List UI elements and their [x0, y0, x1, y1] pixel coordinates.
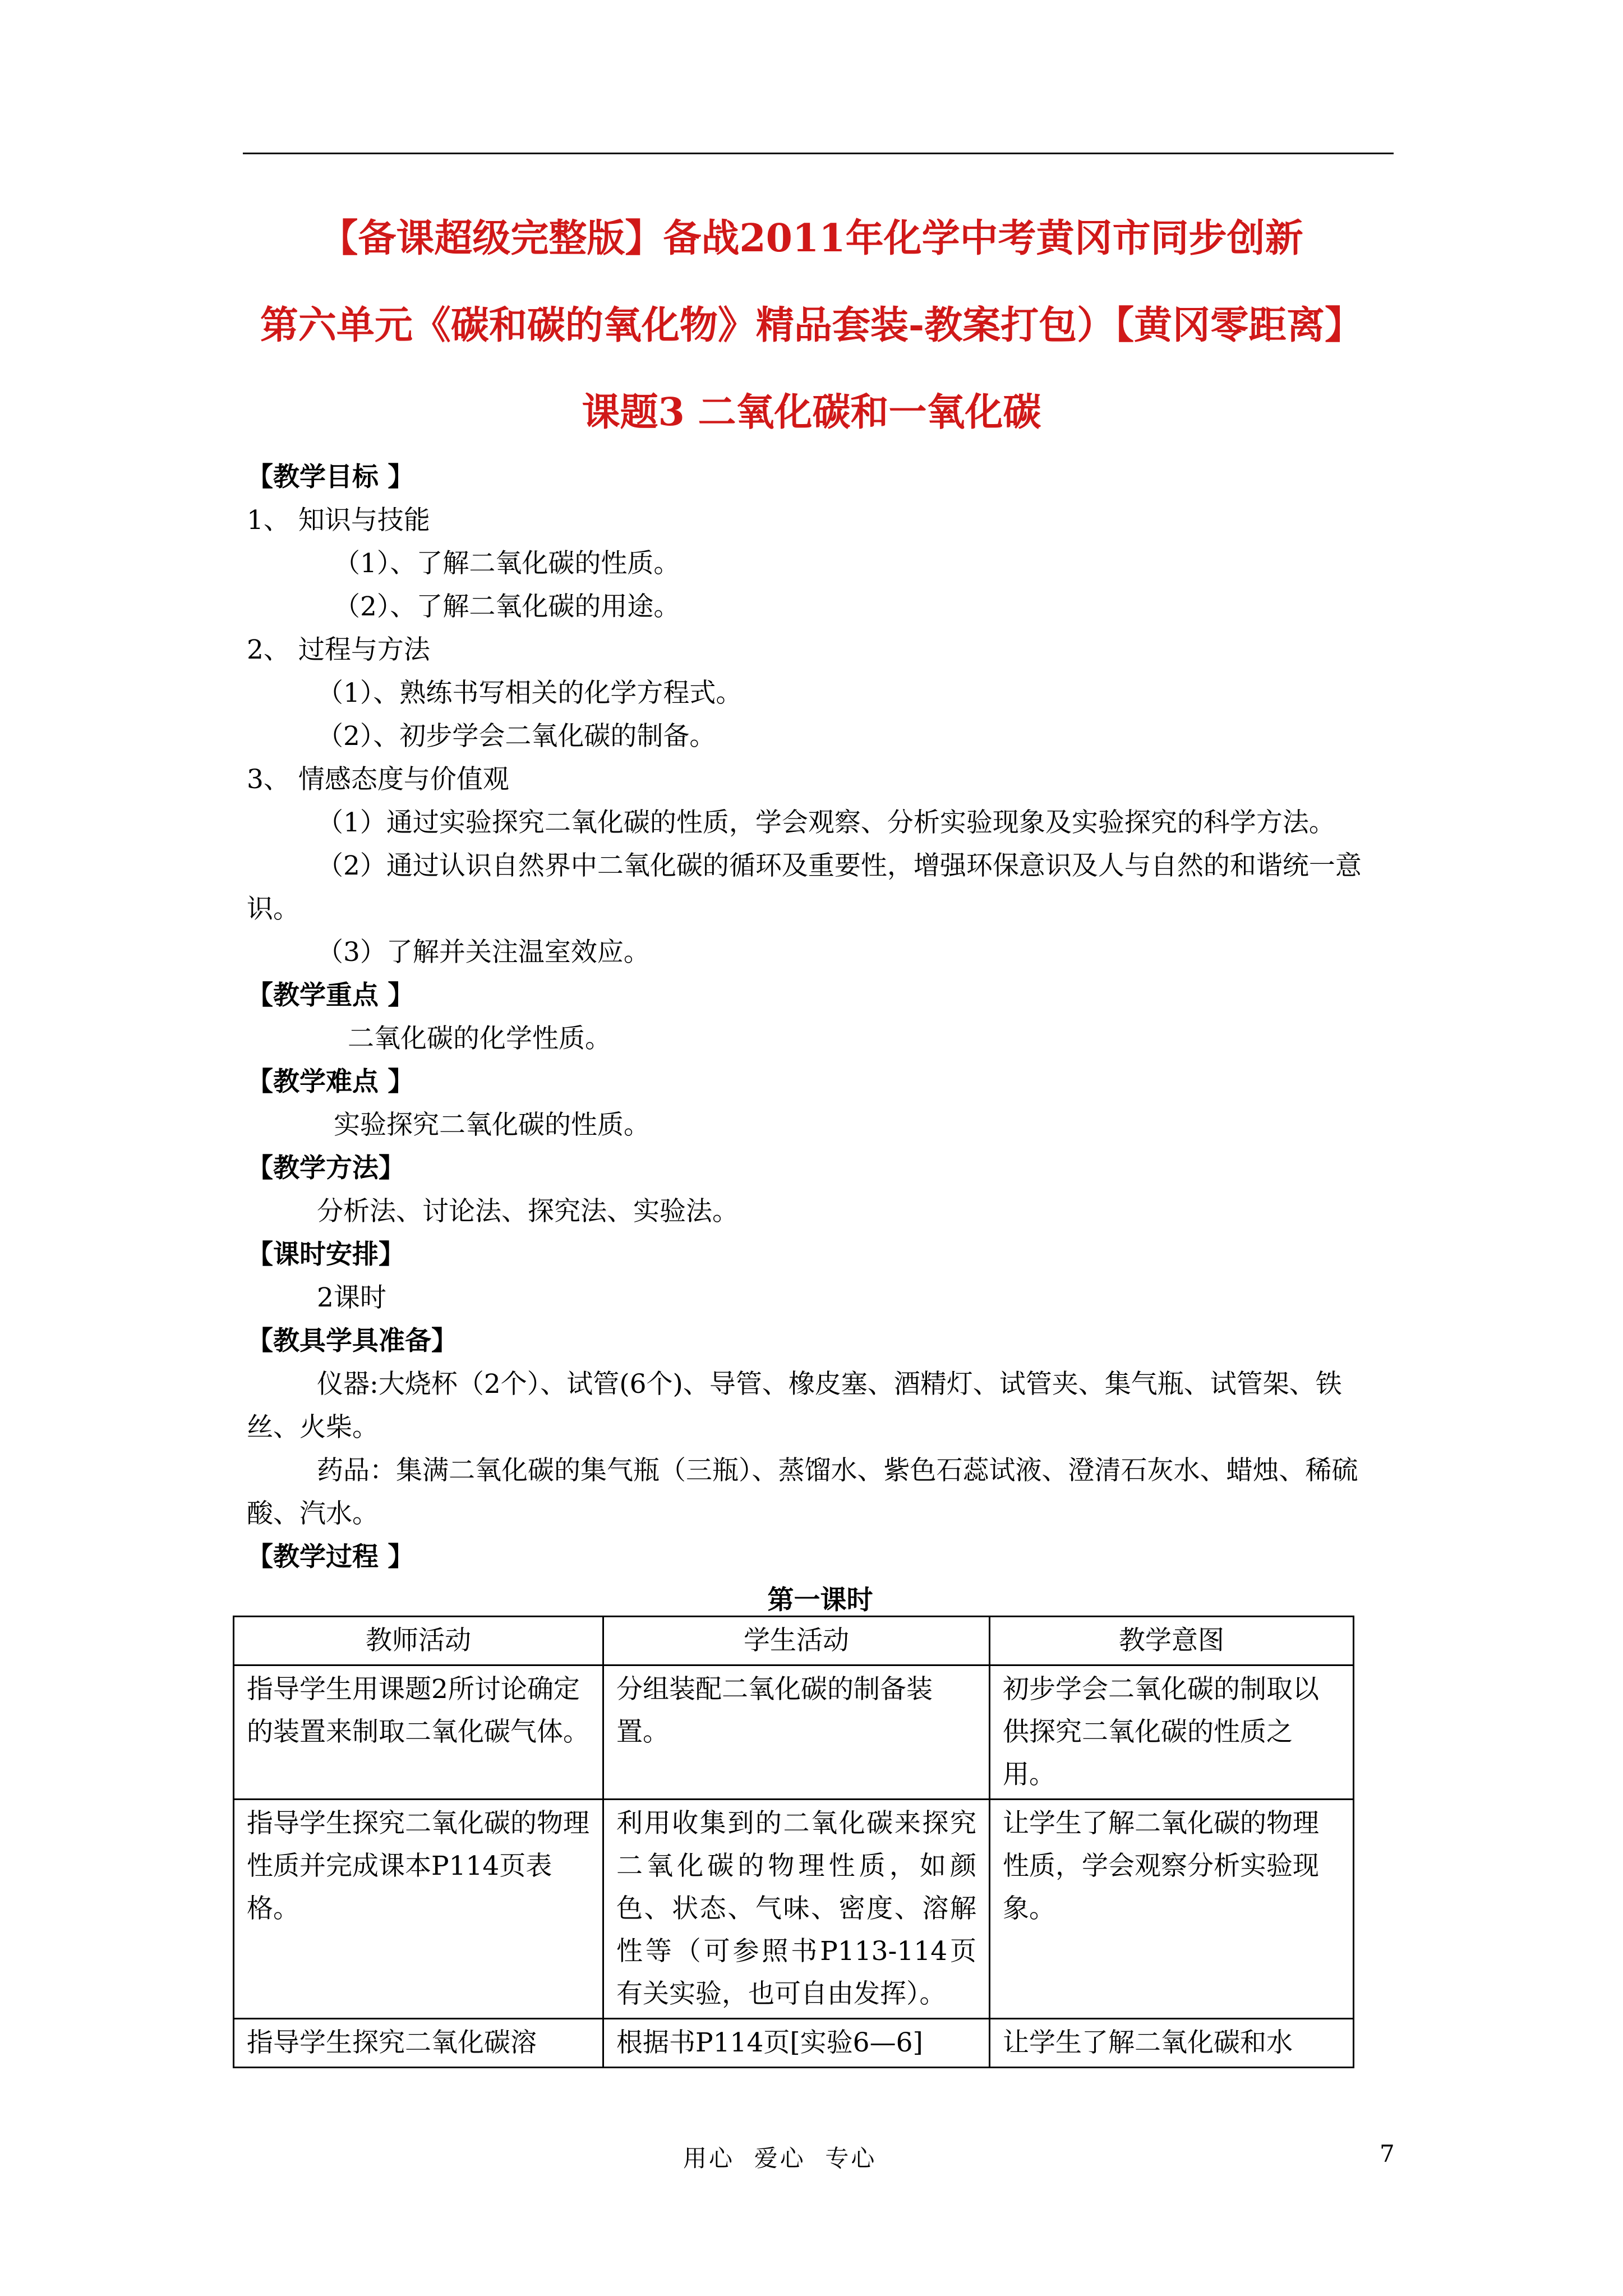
table-row [234, 2019, 1354, 2068]
table-cell: 根据书P114页[实验6—6] [603, 2019, 990, 2068]
page-number: 7 [1380, 2140, 1395, 2168]
header-intent: 教学意图 [990, 1617, 1354, 1665]
tools-instruments: 仪器:大烧杯（2个）、试管(6个)、导管、橡皮塞、酒精灯、试管夹、集气瓶、试管架、铁丝、火柴。 [247, 1369, 1342, 1443]
schedule-heading: 【课时安排】 [247, 1239, 405, 1270]
process-heading: 【教学过程 】 [247, 1542, 414, 1572]
schedule-text: 2课时 [317, 1282, 386, 1313]
lesson-title: 课题3 二氧化碳和一氧化碳 [582, 390, 1041, 435]
goal-3: 3、 情感态度与价值观 [247, 764, 509, 795]
header-student: 学生活动 [603, 1617, 990, 1665]
table-cell: 指导学生探究二氧化碳的物理性质并完成课本P114页表格。 [234, 1800, 603, 2019]
key-point-heading: 【教学重点 】 [247, 980, 414, 1011]
table-cell: 初步学会二氧化碳的制取以供探究二氧化碳的性质之用。 [990, 1665, 1354, 1800]
table-cell: 指导学生用课题2所讨论确定的装置来制取二氧化碳气体。 [234, 1665, 603, 1800]
lesson-caption: 第一课时 [767, 1585, 873, 1616]
header-rule [243, 153, 1394, 154]
goal-3-2: （2）通过认识自然界中二氧化碳的循环及重要性，增强环保意识及人与自然的和谐统一意识。 [247, 850, 1362, 924]
header-teacher: 教师活动 [234, 1617, 603, 1665]
title-line-1: 【备课超级完整版】备战2011年化学中考黄冈市同步创新 [320, 216, 1303, 261]
footer-motto: 用心 爱心 专心 [683, 2145, 877, 2172]
key-point-text: 二氧化碳的化学性质。 [348, 1023, 611, 1054]
table-cell: 分组装配二氧化碳的制备装置。 [603, 1665, 990, 1800]
goal-2-2: （2）、初步学会二氧化碳的制备。 [317, 721, 716, 752]
goal-3-3: （3）了解并关注温室效应。 [317, 937, 650, 968]
goal-1-2: （2）、了解二氧化碳的用途。 [334, 591, 680, 622]
table-cell: 让学生了解二氧化碳的物理性质，学会观察分析实验现象。 [990, 1800, 1354, 2019]
difficulty-heading: 【教学难点 】 [247, 1066, 414, 1097]
goal-3-1: （1）通过实验探究二氧化碳的性质，学会观察、分析实验现象及实验探究的科学方法。 [317, 807, 1335, 838]
lesson-table [233, 1616, 1354, 2068]
method-heading: 【教学方法】 [247, 1153, 405, 1184]
goal-1-1: （1）、了解二氧化碳的性质。 [334, 548, 680, 579]
table-cell: 指导学生探究二氧化碳溶 [234, 2019, 603, 2068]
method-text: 分析法、讨论法、探究法、实验法。 [317, 1196, 739, 1227]
table-row [234, 1665, 1354, 1800]
title-line-2: 第六单元《碳和碳的氧化物》精品套装-教案打包）【黄冈零距离】 [260, 303, 1363, 348]
goal-2-1: （1）、熟练书写相关的化学方程式。 [317, 678, 743, 708]
goal-2: 2、 过程与方法 [247, 634, 430, 665]
tools-heading: 【教具学具准备】 [247, 1326, 458, 1356]
table-cell: 让学生了解二氧化碳和水 [990, 2019, 1354, 2068]
table-row [234, 1800, 1354, 2019]
table-header-row [234, 1617, 1354, 1665]
tools-reagents: 药品：集满二氧化碳的集气瓶（三瓶）、蒸馏水、紫色石蕊试液、澄清石灰水、蜡烛、稀硫酸、汽水。 [247, 1455, 1358, 1529]
goal-1: 1、 知识与技能 [247, 505, 430, 536]
difficulty-text: 实验探究二氧化碳的性质。 [334, 1110, 650, 1140]
lesson-body [247, 455, 1394, 1622]
table-cell: 利用收集到的二氧化碳来探究二氧化碳的物理性质，如颜色、状态、气味、密度、溶解性等（可参照书P113-114页有关实验，也可自由发挥）。 [603, 1800, 990, 2019]
goals-heading: 【教学目标 】 [247, 462, 414, 493]
